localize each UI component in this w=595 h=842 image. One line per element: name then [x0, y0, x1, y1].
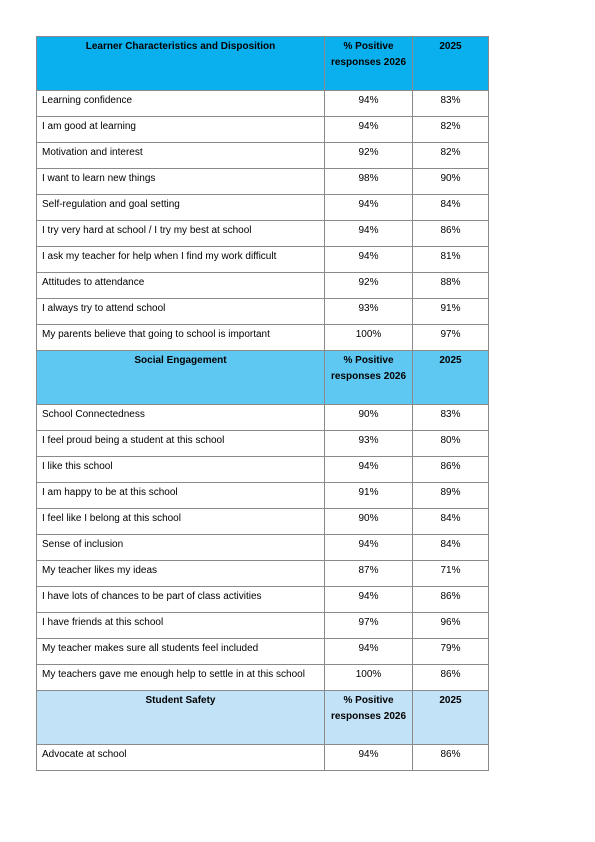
positive-2026-value: 94%: [325, 745, 413, 771]
row-label: I have friends at this school: [37, 613, 325, 639]
row-label: I have lots of chances to be part of class activities: [37, 587, 325, 613]
value-2025: 79%: [413, 639, 489, 665]
value-2025: 86%: [413, 221, 489, 247]
value-2025: 82%: [413, 117, 489, 143]
table-row: [37, 299, 489, 325]
positive-2026-value: 94%: [325, 639, 413, 665]
table-row: [37, 273, 489, 299]
value-2025: 84%: [413, 195, 489, 221]
positive-2026-value: 90%: [325, 509, 413, 535]
survey-results-table: [36, 36, 489, 771]
section-header-student-safety: [37, 691, 489, 745]
row-label: I always try to attend school: [37, 299, 325, 325]
row-label: My teacher likes my ideas: [37, 561, 325, 587]
row-label: Sense of inclusion: [37, 535, 325, 561]
table-row: [37, 665, 489, 691]
value-2025: 97%: [413, 325, 489, 351]
row-label: Motivation and interest: [37, 143, 325, 169]
table-row: [37, 247, 489, 273]
value-2025: 86%: [413, 745, 489, 771]
table-row: [37, 195, 489, 221]
positive-2026-value: 94%: [325, 117, 413, 143]
positive-2026-value: 94%: [325, 247, 413, 273]
value-2025: 83%: [413, 91, 489, 117]
row-label: My parents believe that going to school is important: [37, 325, 325, 351]
positive-2026-value: 94%: [325, 587, 413, 613]
positive-2026-value: 100%: [325, 325, 413, 351]
table-row: [37, 325, 489, 351]
positive-2026-value: 93%: [325, 431, 413, 457]
row-label: I try very hard at school / I try my best at school: [37, 221, 325, 247]
positive-2026-value: 94%: [325, 535, 413, 561]
positive-2026-value: 97%: [325, 613, 413, 639]
value-2025: 83%: [413, 405, 489, 431]
row-label: I feel like I belong at this school: [37, 509, 325, 535]
value-2025: 71%: [413, 561, 489, 587]
positive-2026-value: 92%: [325, 273, 413, 299]
section-title: Student Safety: [37, 691, 325, 745]
positive-column-header: % Positive responses 2026: [325, 351, 413, 405]
row-label: I ask my teacher for help when I find my work difficult: [37, 247, 325, 273]
row-label: I feel proud being a student at this school: [37, 431, 325, 457]
value-2025: 90%: [413, 169, 489, 195]
table-row: [37, 509, 489, 535]
row-label: Advocate at school: [37, 745, 325, 771]
positive-column-header: % Positive responses 2026: [325, 691, 413, 745]
value-2025: 84%: [413, 509, 489, 535]
table-row: [37, 117, 489, 143]
value-2025: 80%: [413, 431, 489, 457]
row-label: I am happy to be at this school: [37, 483, 325, 509]
table-row: [37, 405, 489, 431]
table-row: [37, 431, 489, 457]
value-2025: 86%: [413, 457, 489, 483]
value-2025: 96%: [413, 613, 489, 639]
table-row: [37, 561, 489, 587]
table-row: [37, 587, 489, 613]
table-row: [37, 745, 489, 771]
table-row: [37, 143, 489, 169]
positive-2026-value: 100%: [325, 665, 413, 691]
row-label: Learning confidence: [37, 91, 325, 117]
row-label: Attitudes to attendance: [37, 273, 325, 299]
previous-year-column-header: 2025: [413, 691, 489, 745]
value-2025: 82%: [413, 143, 489, 169]
positive-2026-value: 92%: [325, 143, 413, 169]
value-2025: 89%: [413, 483, 489, 509]
survey-results-sheet: [36, 36, 488, 771]
value-2025: 81%: [413, 247, 489, 273]
section-title: Learner Characteristics and Disposition: [37, 37, 325, 91]
positive-column-header: % Positive responses 2026: [325, 37, 413, 91]
previous-year-column-header: 2025: [413, 351, 489, 405]
table-row: [37, 169, 489, 195]
table-row: [37, 639, 489, 665]
positive-2026-value: 94%: [325, 457, 413, 483]
section-header-learner-characteristics-and-disposition: [37, 37, 489, 91]
positive-2026-value: 87%: [325, 561, 413, 587]
row-label: My teachers gave me enough help to settle in at this school: [37, 665, 325, 691]
table-row: [37, 483, 489, 509]
value-2025: 86%: [413, 587, 489, 613]
positive-2026-value: 98%: [325, 169, 413, 195]
positive-2026-value: 94%: [325, 91, 413, 117]
positive-2026-value: 90%: [325, 405, 413, 431]
table-row: [37, 613, 489, 639]
previous-year-column-header: 2025: [413, 37, 489, 91]
table-row: [37, 457, 489, 483]
value-2025: 84%: [413, 535, 489, 561]
row-label: I like this school: [37, 457, 325, 483]
row-label: I am good at learning: [37, 117, 325, 143]
table-row: [37, 221, 489, 247]
positive-2026-value: 94%: [325, 221, 413, 247]
section-header-social-engagement: [37, 351, 489, 405]
positive-2026-value: 93%: [325, 299, 413, 325]
row-label: School Connectedness: [37, 405, 325, 431]
table-row: [37, 91, 489, 117]
table-row: [37, 535, 489, 561]
section-title: Social Engagement: [37, 351, 325, 405]
value-2025: 86%: [413, 665, 489, 691]
value-2025: 88%: [413, 273, 489, 299]
row-label: I want to learn new things: [37, 169, 325, 195]
positive-2026-value: 91%: [325, 483, 413, 509]
value-2025: 91%: [413, 299, 489, 325]
row-label: Self-regulation and goal setting: [37, 195, 325, 221]
row-label: My teacher makes sure all students feel included: [37, 639, 325, 665]
positive-2026-value: 94%: [325, 195, 413, 221]
